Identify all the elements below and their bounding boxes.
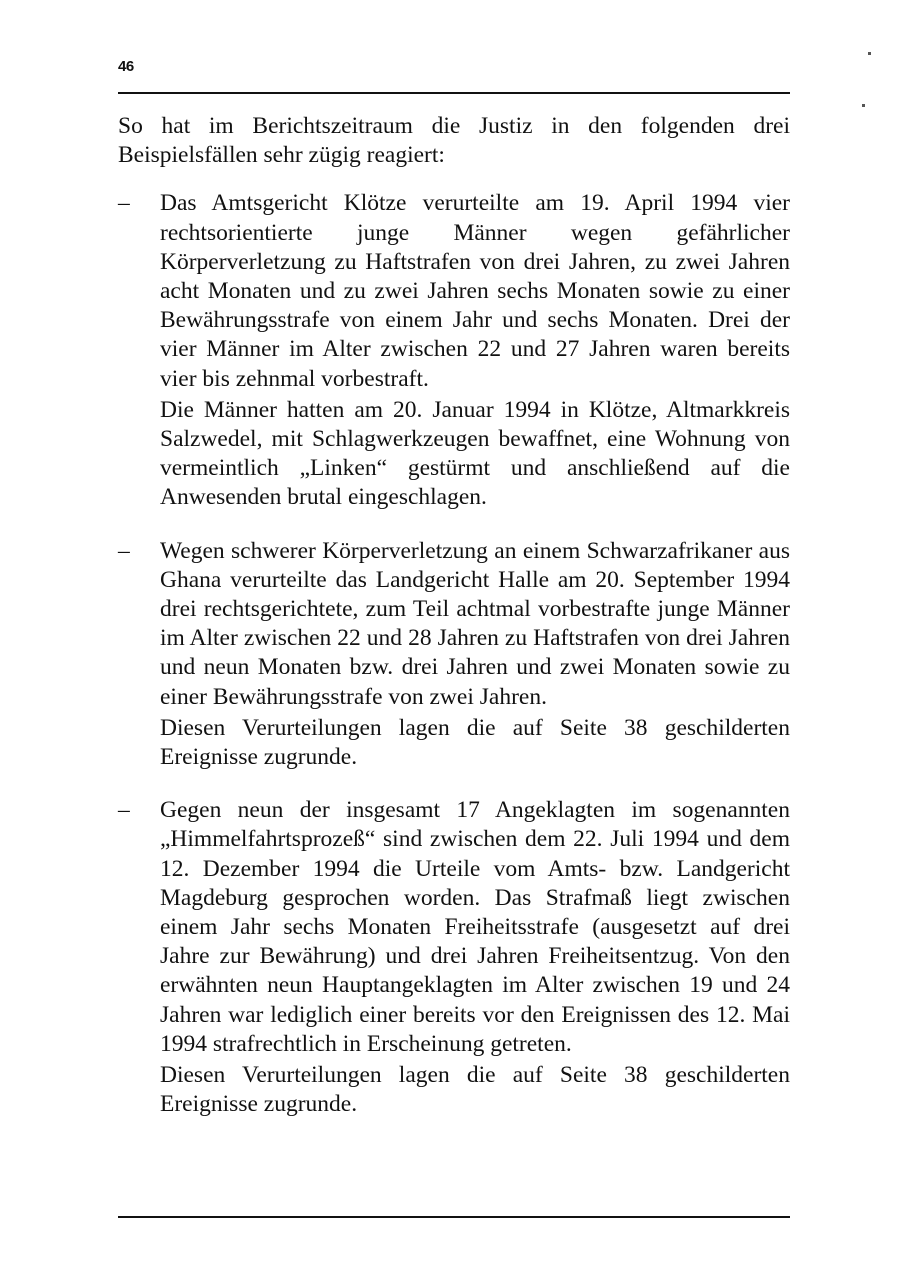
item-paragraph: Gegen neun der insgesamt 17 Angeklagten im sogenannten „Himmelfahrtsprozeß“ sind zwischen dem 22. Juli 1994 und dem 12. Dezember 1994 die Urteile vom Amts- bzw. Landgericht Magdeburg gesprochen worden. Das Strafmaß liegt zwischen einem Jahr sechs Monaten Freiheitsstrafe (ausgesetzt auf drei Jahre zur Bewährung) und drei Jahren Freiheitsentzug. Von den erwähnten neun Hauptangeklagten im Alter zwischen 19 und 24 Jahren war lediglich einer bereits vor den Ereignissen des 12. Mai 1994 strafrechtlich in Erscheinung getreten. bbox=[160, 797, 790, 1057]
scan-speck bbox=[868, 52, 871, 55]
item-paragraph: Diesen Verurteilungen lagen die auf Seite 38 geschilderten Ereignisse zugrunde. bbox=[160, 714, 790, 771]
item-paragraph: Wegen schwerer Körperverletzung an einem Schwarzafrikaner aus Ghana verurteilte das Landgericht Halle am 20. September 1994 drei rechtsgerichtete, zum Teil achtmal vorbestrafte junge Männer im Alter zwischen 22 und 28 Jahren zu Haftstrafen von drei Jahren und neun Monaten bzw. drei Jahren und zwei Monaten sowie zu einer Bewährungsstrafe von zwei Jahren. bbox=[160, 537, 790, 710]
intro-paragraph: So hat im Berichtszeitraum die Justiz in den folgenden drei Beispielsfällen sehr zügig reagiert: bbox=[118, 113, 790, 169]
list-item bbox=[118, 796, 790, 1119]
header-rule bbox=[118, 92, 790, 94]
item-paragraph: Die Männer hatten am 20. Januar 1994 in Klötze, Altmarkkreis Salzwedel, mit Schlagwerkzeugen bewaffnet, eine Wohnung von vermeintlich „Linken“ gestürmt und anschließend auf die Anwesenden brutal eingeschlagen. bbox=[160, 396, 790, 511]
body-text bbox=[118, 112, 790, 1144]
scan-speck bbox=[862, 104, 865, 107]
list-item bbox=[118, 537, 790, 773]
list-item bbox=[118, 189, 790, 512]
item-paragraph: Das Amtsgericht Klötze verurteilte am 19. April 1994 vier rechtsorientierte junge Männer wegen gefährlicher Körperverletzung zu Haftstrafen von drei Jahren, zu zwei Jahren acht Monaten und zu zwei Jahren sechs Monaten sowie zu einer Bewährungsstrafe von einem Jahr und sechs Monaten. Drei der vier Männer im Alter zwischen 22 und 27 Jahren waren bereits vier bis zehnmal vorbestraft. bbox=[160, 190, 790, 392]
dash-bullet: – bbox=[118, 537, 130, 564]
item-paragraph: Diesen Verurteilungen lagen die auf Seite 38 geschilderten Ereignisse zugrunde. bbox=[160, 1062, 790, 1118]
footer-rule bbox=[118, 1216, 790, 1218]
dash-bullet: – bbox=[118, 190, 130, 217]
dash-bullet: – bbox=[118, 797, 130, 824]
page-number: 46 bbox=[118, 58, 134, 75]
